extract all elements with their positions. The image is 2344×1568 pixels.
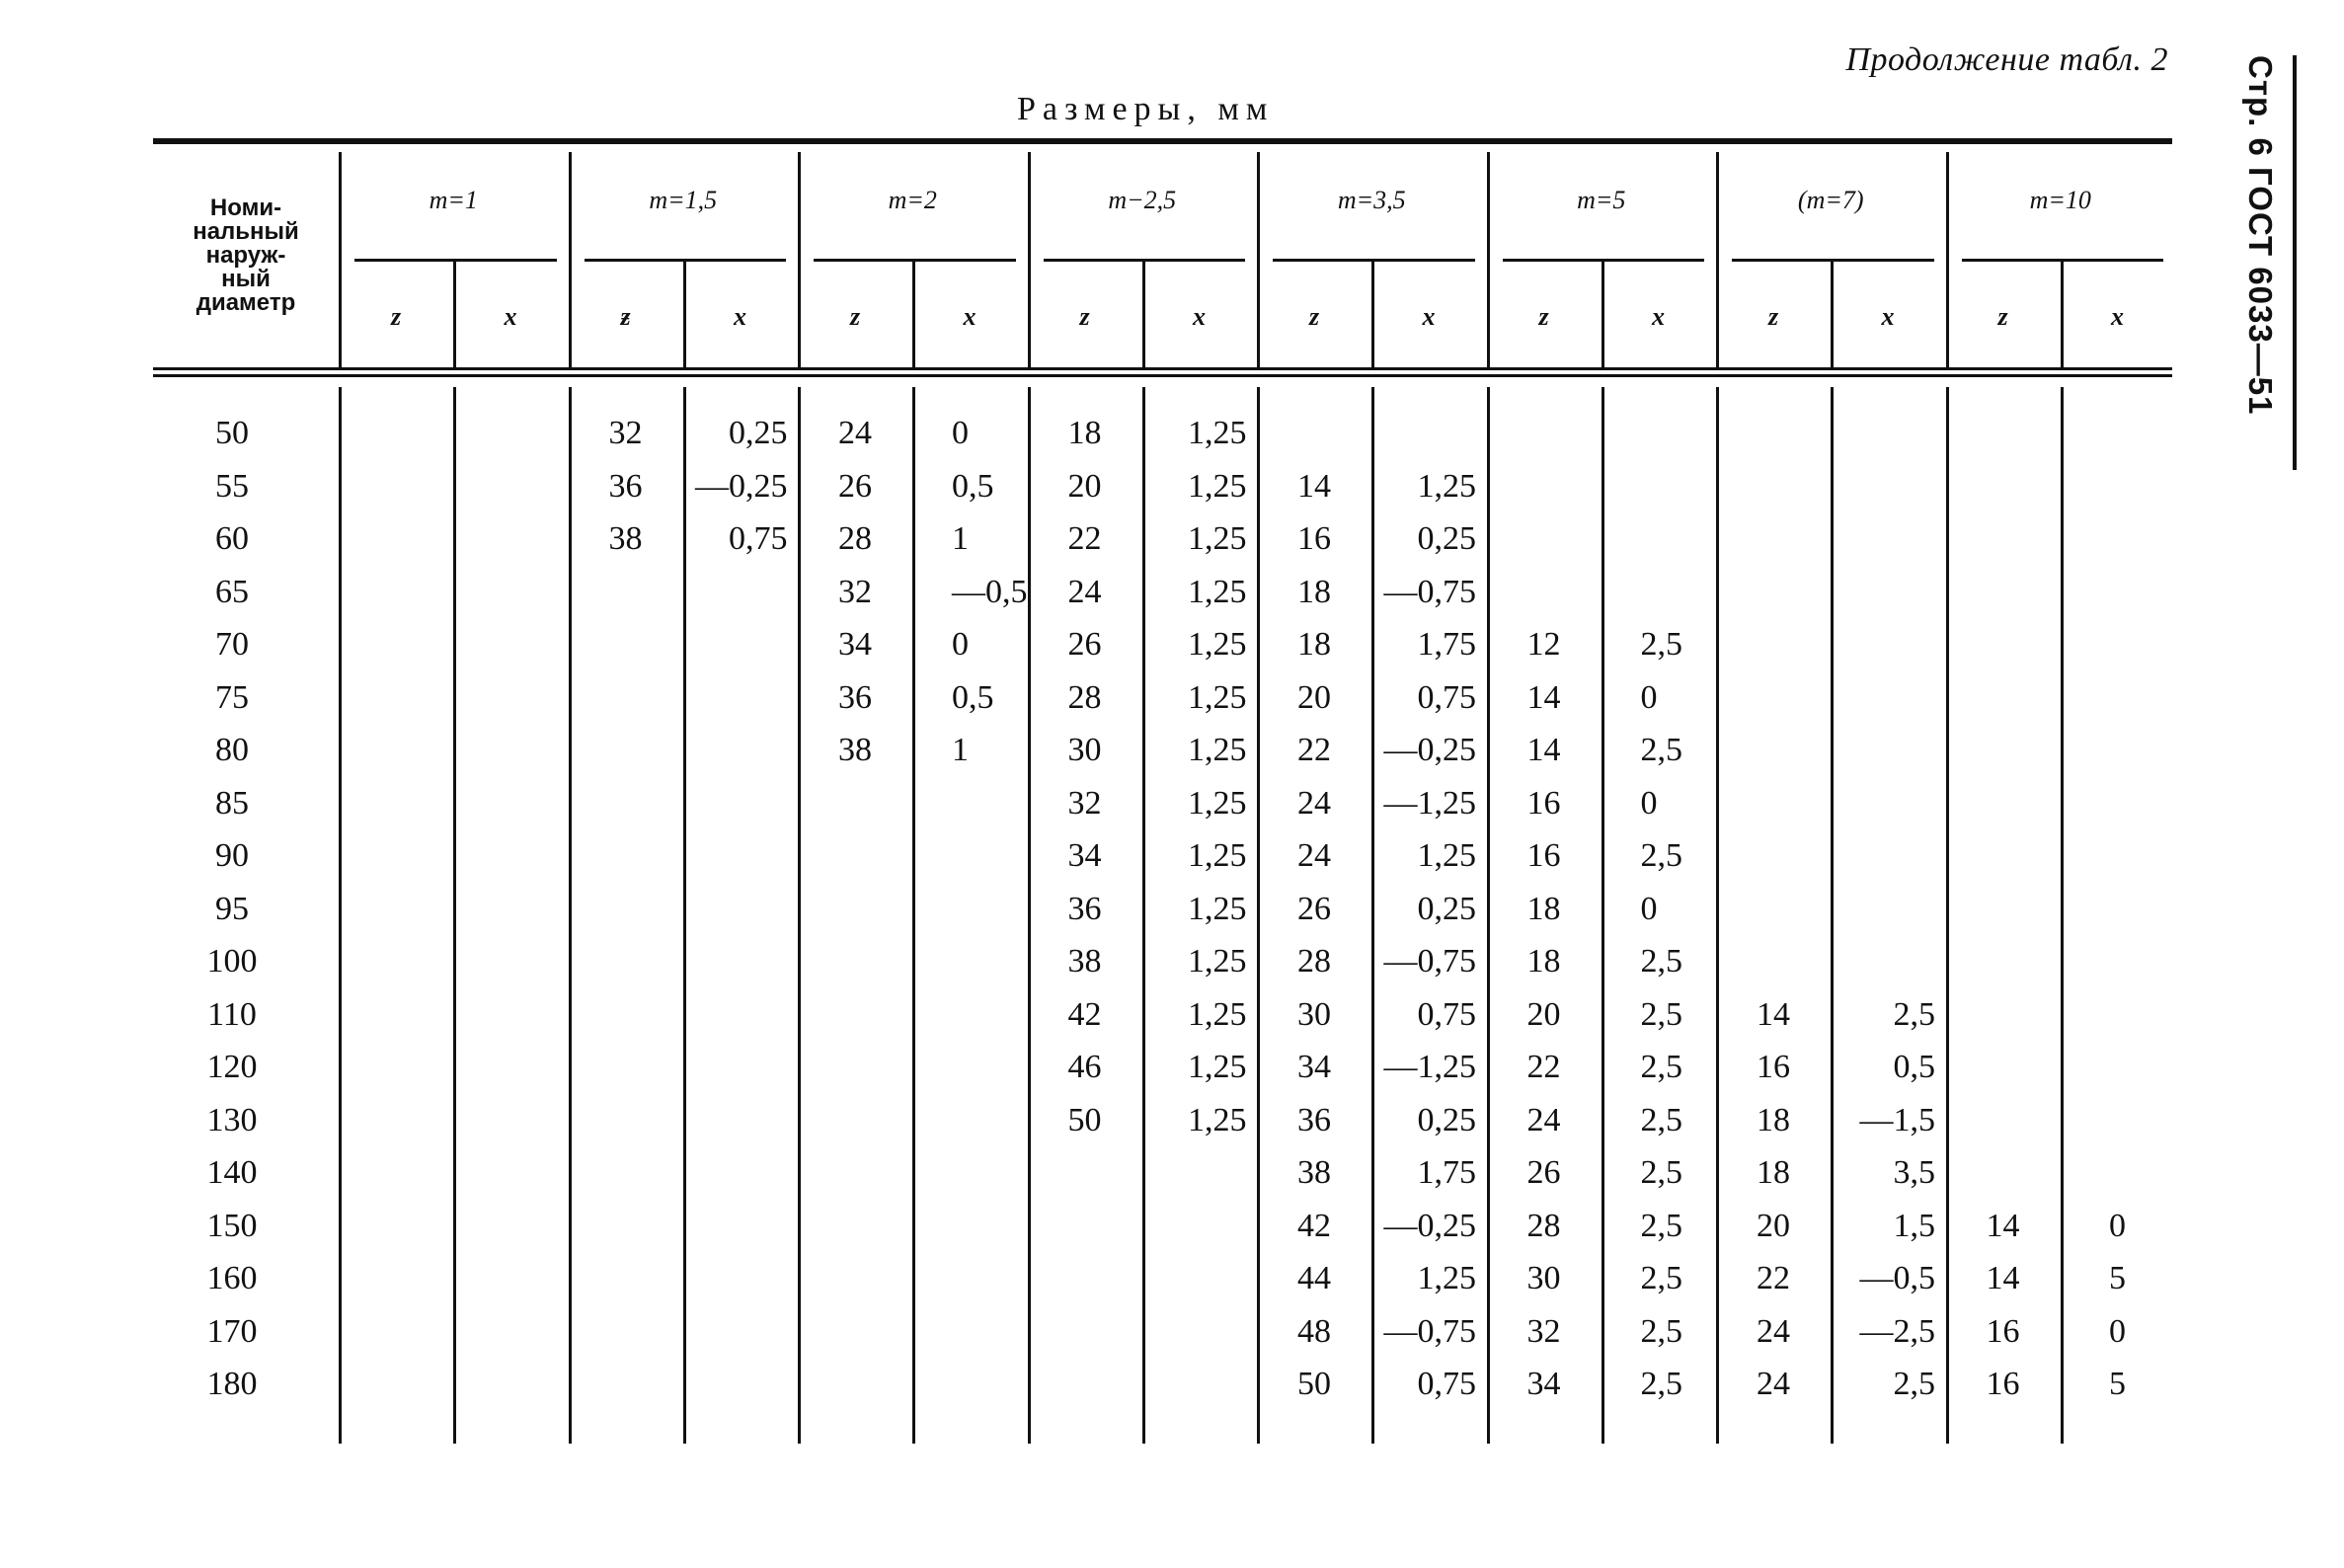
nominal-diameter-cell: 85 — [215, 784, 249, 822]
z-value-cell: 24 — [1297, 784, 1331, 822]
z-value-cell: 38 — [608, 520, 643, 557]
z-value-cell: 44 — [1297, 1260, 1331, 1296]
z-value-cell: 34 — [838, 626, 872, 663]
table-continuation-note: Продолжение табл. 2 — [1845, 41, 2168, 78]
nominal-diameter-cell: 90 — [215, 837, 249, 874]
z-value-cell: 34 — [1526, 1366, 1561, 1402]
subcolumn-divider — [1831, 261, 1834, 367]
header-double-rule — [153, 367, 2172, 377]
x-value-cell: 1,25 — [1188, 520, 1247, 557]
z-value-cell: 16 — [1757, 1049, 1790, 1085]
z-value-cell: 32 — [1526, 1312, 1561, 1350]
z-value-cell: 36 — [838, 678, 872, 716]
x-value-cell: —2,5 — [1859, 1312, 1935, 1350]
z-value-cell: 26 — [1526, 1154, 1561, 1191]
z-value-cell: 22 — [1297, 732, 1331, 768]
x-value-cell: —0,75 — [1383, 943, 1476, 980]
z-value-cell: 20 — [1297, 678, 1331, 716]
z-value-cell: 20 — [1067, 467, 1102, 505]
group-divider — [1487, 152, 1490, 367]
nominal-diameter-cell: 110 — [207, 995, 257, 1033]
x-value-cell: 1,5 — [1893, 1207, 1935, 1244]
nominal-diameter-header — [153, 144, 339, 367]
z-value-cell: 34 — [1297, 1049, 1331, 1085]
x-value-cell: 2,5 — [1893, 995, 1935, 1033]
nominal-diameter-cell: 60 — [215, 520, 249, 557]
units-caption: Размеры, мм — [1017, 91, 1275, 127]
x-column-header: x — [1193, 302, 1206, 331]
x-value-cell: —0,75 — [1383, 573, 1476, 610]
header-line: ный — [221, 266, 271, 292]
header-line: Номи- — [209, 195, 282, 221]
z-value-cell: 30 — [1067, 732, 1102, 768]
x-value-cell: 0,25 — [1417, 1101, 1476, 1138]
subcolumn-divider — [912, 261, 915, 367]
z-value-cell: 14 — [1986, 1260, 2020, 1296]
x-value-cell: 0 — [1640, 784, 1658, 822]
x-value-cell: 5 — [2109, 1260, 2126, 1296]
x-value-cell: 1,25 — [1188, 678, 1247, 716]
z-value-cell: 18 — [1297, 573, 1331, 610]
z-value-cell: 16 — [1986, 1312, 2020, 1350]
x-value-cell: —0,25 — [1383, 1207, 1476, 1244]
group-divider — [1716, 152, 1719, 367]
x-column-header: x — [1422, 302, 1436, 331]
subcolumn-divider — [453, 387, 456, 1444]
subcolumn-divider — [683, 261, 686, 367]
header-line: наруж- — [205, 242, 286, 269]
z-value-cell: 46 — [1067, 1049, 1102, 1085]
x-value-cell: 2,5 — [1640, 837, 1682, 874]
nominal-diameter-cell: 50 — [215, 415, 249, 451]
x-value-cell: 1,25 — [1417, 467, 1476, 505]
x-value-cell: 0,25 — [1417, 890, 1476, 927]
z-column-header: z — [1997, 302, 2008, 331]
x-value-cell: 0,5 — [1893, 1049, 1935, 1085]
z-value-cell: 38 — [838, 732, 872, 768]
x-value-cell: 0 — [2109, 1207, 2126, 1244]
table-body — [153, 377, 2172, 1453]
x-value-cell: 0,5 — [952, 467, 994, 505]
x-value-cell: 2,5 — [1640, 1366, 1682, 1402]
group-divider — [339, 152, 342, 367]
z-value-cell: 14 — [1297, 467, 1331, 505]
x-value-cell: 0,5 — [952, 678, 994, 716]
x-value-cell: 2,5 — [1640, 1207, 1682, 1244]
nominal-diameter-cell: 130 — [206, 1101, 258, 1138]
x-value-cell: 0,75 — [1417, 995, 1476, 1033]
z-value-cell: 22 — [1067, 520, 1102, 557]
z-value-cell: 50 — [1067, 1101, 1102, 1138]
x-value-cell: 1,25 — [1188, 467, 1247, 505]
z-column-header: z — [1767, 302, 1779, 331]
x-column-header: x — [963, 302, 977, 331]
x-value-cell: 1,25 — [1188, 837, 1247, 874]
nominal-diameter-cell: 140 — [206, 1154, 258, 1191]
nominal-diameter-cell: 95 — [215, 890, 249, 927]
z-value-cell: 34 — [1067, 837, 1102, 874]
module-label: (m=7) — [1797, 186, 1864, 214]
z-value-cell: 18 — [1526, 943, 1561, 980]
x-value-cell: 2,5 — [1640, 1312, 1682, 1350]
z-value-cell: 18 — [1757, 1154, 1790, 1191]
group-divider — [1028, 152, 1031, 367]
z-value-cell: 24 — [1067, 573, 1102, 610]
x-value-cell: 2,5 — [1893, 1366, 1935, 1402]
z-value-cell: 42 — [1297, 1207, 1331, 1244]
module-label: m=1,5 — [649, 186, 718, 214]
x-column-header: x — [1881, 302, 1895, 331]
x-value-cell: 0,75 — [1417, 1366, 1476, 1402]
x-value-cell: 2,5 — [1640, 1101, 1682, 1138]
z-value-cell: 24 — [1526, 1101, 1561, 1138]
z-value-cell: 32 — [838, 573, 872, 610]
z-value-cell: 24 — [1297, 837, 1331, 874]
z-value-cell: 28 — [1526, 1207, 1561, 1244]
x-value-cell: 1,25 — [1188, 1049, 1247, 1085]
x-value-cell: 0,25 — [729, 415, 788, 451]
group-divider — [1257, 152, 1260, 367]
nominal-diameter-cell: 180 — [206, 1366, 258, 1402]
x-value-cell: 0,75 — [1417, 678, 1476, 716]
x-value-cell: 2,5 — [1640, 626, 1682, 663]
nominal-diameter-cell: 100 — [206, 943, 258, 980]
x-column-header: x — [2111, 302, 2124, 331]
x-value-cell: 2,5 — [1640, 943, 1682, 980]
subcolumn-divider — [1602, 387, 1604, 1444]
z-value-cell: 30 — [1526, 1260, 1561, 1296]
z-value-cell: 20 — [1757, 1207, 1790, 1244]
nominal-diameter-cell: 65 — [215, 573, 249, 610]
x-value-cell: 1 — [952, 732, 969, 768]
z-value-cell: 14 — [1526, 678, 1561, 716]
z-column-header: z — [849, 302, 861, 331]
x-value-cell: —0,5 — [1859, 1260, 1935, 1296]
z-value-cell: 24 — [1757, 1312, 1790, 1350]
x-value-cell: —0,5 — [952, 573, 1028, 610]
z-value-cell: 26 — [1297, 890, 1331, 927]
x-value-cell: —1,25 — [1383, 784, 1476, 822]
z-value-cell: 24 — [1757, 1366, 1790, 1402]
nominal-diameter-cell: 75 — [215, 678, 249, 716]
x-column-header: x — [504, 302, 517, 331]
z-value-cell: 28 — [1067, 678, 1102, 716]
nominal-diameter-cell: 150 — [206, 1207, 258, 1244]
z-value-cell: 16 — [1297, 520, 1331, 557]
z-column-header: z — [1308, 302, 1320, 331]
x-value-cell: 0 — [952, 626, 969, 663]
z-column-header: z — [1079, 302, 1090, 331]
z-value-cell: 18 — [1067, 415, 1102, 451]
x-value-cell: 1,25 — [1188, 890, 1247, 927]
x-value-cell: 2,5 — [1640, 732, 1682, 768]
x-value-cell: 5 — [2109, 1366, 2126, 1402]
z-value-cell: 18 — [1757, 1101, 1790, 1138]
module-label: m−2,5 — [1108, 186, 1177, 214]
z-column-header: ƶ — [620, 302, 631, 331]
z-value-cell: 22 — [1757, 1260, 1790, 1296]
x-value-cell: 2,5 — [1640, 1049, 1682, 1085]
nominal-diameter-cell: 70 — [215, 626, 249, 663]
z-value-cell: 26 — [838, 467, 872, 505]
x-value-cell: 2,5 — [1640, 1260, 1682, 1296]
z-value-cell: 14 — [1757, 995, 1790, 1033]
z-value-cell: 12 — [1526, 626, 1561, 663]
x-value-cell: —0,75 — [1383, 1312, 1476, 1350]
nominal-diameter-cell: 120 — [206, 1049, 258, 1085]
x-value-cell: 1,25 — [1188, 573, 1247, 610]
group-divider — [339, 387, 342, 1444]
x-value-cell: 1,25 — [1188, 415, 1247, 451]
z-value-cell: 16 — [1526, 837, 1561, 874]
z-value-cell: 16 — [1526, 784, 1561, 822]
page-side-label — [2233, 55, 2297, 470]
z-value-cell: 38 — [1067, 943, 1102, 980]
x-value-cell: 0 — [1640, 678, 1658, 716]
module-label: m=2 — [888, 186, 937, 214]
header-line: диаметр — [195, 289, 296, 316]
z-value-cell: 38 — [1297, 1154, 1331, 1191]
x-value-cell: 3,5 — [1893, 1154, 1935, 1191]
z-value-cell: 22 — [1526, 1049, 1561, 1085]
x-value-cell: 1,75 — [1417, 626, 1476, 663]
z-value-cell: 20 — [1526, 995, 1561, 1033]
x-value-cell: —1,25 — [1383, 1049, 1476, 1085]
z-value-cell: 18 — [1526, 890, 1561, 927]
x-value-cell: —0,25 — [695, 467, 788, 505]
z-value-cell: 28 — [838, 520, 872, 557]
x-value-cell: 1 — [952, 520, 969, 557]
z-value-cell: 14 — [1986, 1207, 2020, 1244]
x-value-cell: 1,25 — [1188, 995, 1247, 1033]
subcolumn-divider — [1371, 261, 1374, 367]
group-divider — [1946, 152, 1949, 367]
x-value-cell: 1,25 — [1188, 732, 1247, 768]
z-value-cell: 48 — [1297, 1312, 1331, 1350]
subcolumn-divider — [1602, 261, 1604, 367]
z-value-cell: 32 — [1067, 784, 1102, 822]
page-side-label-text: Стр. 6 ГОСТ 6033—51 — [2242, 55, 2279, 416]
nominal-diameter-cell: 170 — [206, 1312, 258, 1350]
module-label: m=10 — [2029, 186, 2091, 214]
x-value-cell: 1,25 — [1188, 1101, 1247, 1138]
z-value-cell: 36 — [1297, 1101, 1331, 1138]
x-value-cell: —0,25 — [1383, 732, 1476, 768]
module-label: m=5 — [1577, 186, 1626, 214]
module-label: m=3,5 — [1337, 186, 1406, 214]
subcolumn-divider — [2061, 261, 2064, 367]
x-value-cell: 2,5 — [1640, 995, 1682, 1033]
x-value-cell: 0 — [952, 415, 969, 451]
z-value-cell: 36 — [608, 467, 643, 505]
x-value-cell: 0 — [1640, 890, 1658, 927]
z-value-cell: 32 — [608, 415, 643, 451]
z-value-cell: 50 — [1297, 1366, 1331, 1402]
z-value-cell: 42 — [1067, 995, 1102, 1033]
x-value-cell: 0 — [2109, 1312, 2126, 1350]
z-value-cell: 36 — [1067, 890, 1102, 927]
x-value-cell: 1,25 — [1188, 784, 1247, 822]
x-value-cell: 1,25 — [1188, 943, 1247, 980]
z-column-header: z — [1538, 302, 1549, 331]
z-value-cell: 26 — [1067, 626, 1102, 663]
table-header — [153, 144, 2172, 367]
x-value-cell: 0,75 — [729, 520, 788, 557]
subcolumn-divider — [453, 261, 456, 367]
z-value-cell: 30 — [1297, 995, 1331, 1033]
x-column-header: x — [734, 302, 746, 331]
nominal-diameter-cell: 160 — [206, 1260, 258, 1296]
z-column-header: z — [390, 302, 402, 331]
module-label: m=1 — [429, 186, 478, 214]
z-value-cell: 18 — [1297, 626, 1331, 663]
x-value-cell: 1,75 — [1417, 1154, 1476, 1191]
x-value-cell: —1,5 — [1859, 1101, 1935, 1138]
z-value-cell: 24 — [838, 415, 872, 451]
x-value-cell: 0,25 — [1417, 520, 1476, 557]
z-value-cell: 28 — [1297, 943, 1331, 980]
header-line: нальный — [193, 218, 299, 245]
x-value-cell: 1,25 — [1417, 837, 1476, 874]
x-value-cell: 1,25 — [1188, 626, 1247, 663]
nominal-diameter-cell: 80 — [215, 732, 249, 768]
group-divider — [798, 152, 801, 367]
x-value-cell: 2,5 — [1640, 1154, 1682, 1191]
z-value-cell: 16 — [1986, 1366, 2020, 1402]
z-value-cell: 14 — [1526, 732, 1561, 768]
x-value-cell: 1,25 — [1417, 1260, 1476, 1296]
group-divider — [569, 152, 572, 367]
subcolumn-divider — [912, 387, 915, 1444]
dimensions-table — [153, 138, 2172, 1453]
subcolumn-divider — [1142, 261, 1145, 367]
x-column-header: x — [1652, 302, 1665, 331]
nominal-diameter-cell: 55 — [215, 467, 249, 505]
